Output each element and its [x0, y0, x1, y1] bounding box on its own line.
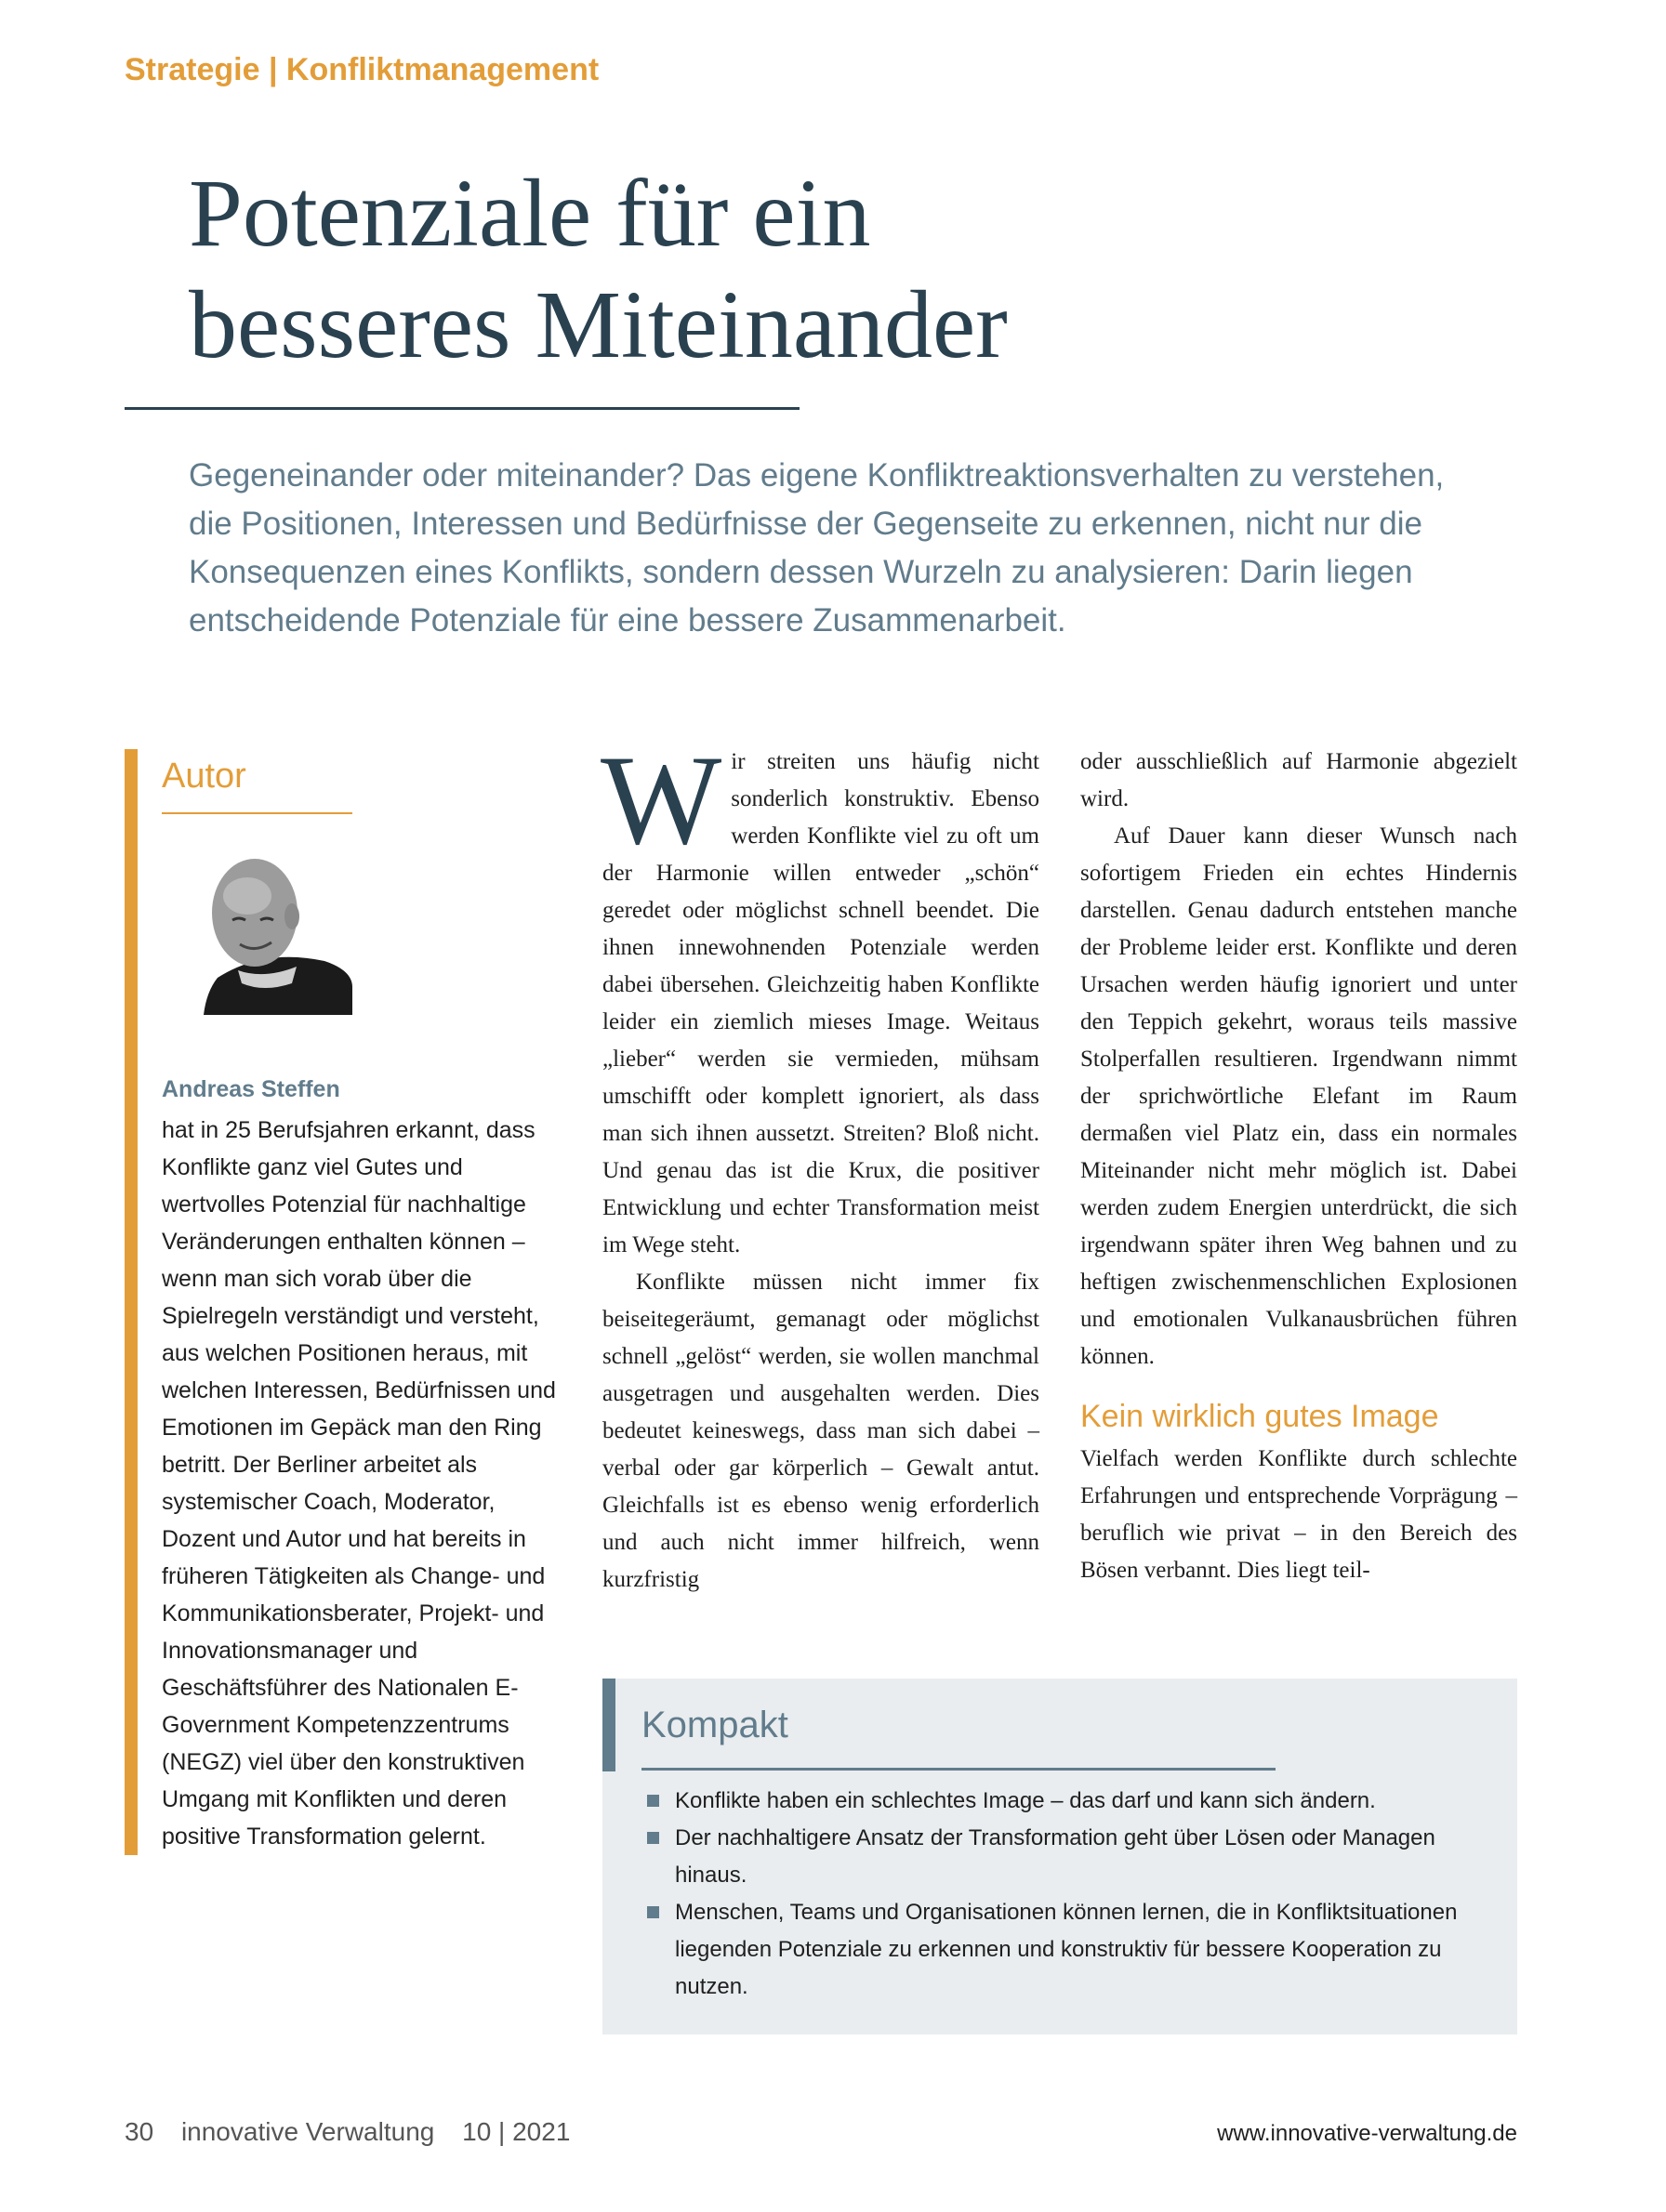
summary-divider [641, 1768, 1276, 1771]
page-number: 30 [125, 2117, 154, 2146]
summary-item-text: Menschen, Teams und Organisationen können lernen, die in Konfliktsituationen liegenden Potenziale zu erkennen und konstruktiv für bessere Kooperation zu nutzen. [675, 1900, 1458, 1999]
summary-heading: Kompakt [641, 1705, 788, 1745]
article-paragraph: Auf Dauer kann dieser Wunsch nach sofortigem Frieden ein echtes Hindernis darstellen. Genau dadurch entstehen manche der Probleme leider erst. Konflikte und deren Ursachen werden häufig ignoriert und unter den Teppich gekehrt, woraus teils massive Stolperfallen resultieren. Irgendwann nimmt der sprichwörtliche Elefant im Raum dermaßen viel Platz ein, dass ein normales Miteinander nicht mehr möglich ist. Dabei werden zudem Energien unterdrückt, die sich irgendwann später ihren Weg bahnen und zu heftigen zwischenmenschlichen Explosionen und emotionalen Vulkanausbrüchen führen können. [1080, 823, 1517, 1369]
summary-accent-bar [602, 1679, 615, 1771]
section-subheading: Kein wirklich gutes Image [1080, 1399, 1439, 1434]
author-photo [162, 838, 352, 1015]
square-bullet-icon [647, 1795, 659, 1807]
author-sidebar [125, 749, 562, 1855]
lead-paragraph: Gegeneinander oder miteinander? Das eigene Konfliktreaktionsverhalten zu verstehen, die Positionen, Interessen und Bedürfnisse der Gegenseite zu erkennen, nicht nur die Konsequenzen eines Konflikts, sondern dessen Wurzeln zu analysieren: Darin liegen entscheidende Potenziale für eine bessere Zusammenarbeit. [189, 457, 1445, 639]
article-column-1 [601, 729, 1039, 1599]
author-heading: Autor [162, 757, 246, 796]
summary-item [647, 1783, 1493, 1820]
article-column-2 [1080, 744, 1517, 1589]
title-divider [125, 407, 800, 410]
author-name: Andreas Steffen [162, 1076, 340, 1102]
section-rubric: Strategie | Konfliktmanagement [125, 52, 600, 87]
author-portrait-image [162, 838, 352, 1015]
author-bio: hat in 25 Berufsjahren erkannt, dass Konflikte ganz viel Gutes und wertvolles Potenzial für nachhaltige Veränderungen enthalten können – wenn man sich vorab über die Spielregeln verständigt und versteht, aus welchen Positionen heraus, mit welchen Interessen, Bedürfnissen und Emotionen im Gepäck man den Ring betritt. Der Berliner arbeitet als systemischer Coach, Moderator, Dozent und Autor und hat bereits in früheren Tätigkeiten als Change- und Kommunikationsberater, Projekt- und Innovationsmanager und Geschäftsführer des Nationalen E-Government Kompetenzzentrums (NEGZ) viel über den konstruktiven Umgang mit Konflikten und deren positive Transformation gelernt. [162, 1117, 556, 1850]
square-bullet-icon [647, 1906, 659, 1918]
page-title [189, 158, 1490, 381]
author-divider [162, 812, 352, 814]
footer-left [125, 2117, 590, 2147]
summary-item-text: Konflikte haben ein schlechtes Image – das darf und kann sich ändern. [675, 1788, 1376, 1813]
title-line-2: besseres Miteinander [189, 271, 1008, 378]
square-bullet-icon [647, 1832, 659, 1844]
summary-item [647, 1894, 1493, 2006]
summary-box [602, 1679, 1517, 2034]
magazine-name: innovative Verwaltung [180, 2117, 435, 2146]
summary-item-text: Der nachhaltigere Ansatz der Transformation geht über Lösen oder Managen hinaus. [675, 1825, 1435, 1888]
issue-number: 10 | 2021 [462, 2117, 571, 2146]
website-url: www.innovative-verwaltung.de [1217, 2121, 1517, 2146]
paragraph-text: ir streiten uns häufig nicht sonderlich konstruktiv. Ebenso werden Konflikte viel zu oft um der Harmonie willen entweder „schön“ geredet oder möglichst schnell beendet. Die ihnen innewohnenden Potenziale werden dabei übersehen. Gleichzeitig haben Konflikte leider ein ziemlich mieses Image. Weitaus „lieber“ werden sie vermieden, mühsam umschifft oder komplett ignoriert, als dass man sich ihnen aussetzt. Streiten? Bloß nicht. Und genau das ist die Krux, die positiver Entwicklung und echter Transformation meist im Wege steht. [602, 749, 1039, 1257]
author-accent-bar [125, 749, 138, 1855]
title-line-1: Potenziale für ein [189, 160, 871, 267]
article-paragraph: Konflikte müssen nicht immer fix beiseitegeräumt, gemanagt oder möglichst schnell „gelöst“ werden, sie wollen manchmal ausgetragen und ausgehalten werden. Dies bedeutet keineswegs, dass man sich dabei – verbal oder gar körperlich – Gewalt antut. Gleichfalls ist es ebenso wenig erforderlich und auch nicht immer hilfreich, wenn kurzfristig [602, 1270, 1039, 1592]
article-paragraph: oder ausschließlich auf Harmonie abgezielt wird. [1080, 749, 1517, 811]
article-paragraph [601, 729, 1039, 1264]
drop-cap: W [601, 729, 722, 871]
article-paragraph: Vielfach werden Konflikte durch schlechte Erfahrungen und entsprechende Vorprägung – beruflich wie privat – in den Bereich des Bösen verbannt. Dies liegt teil- [1080, 1446, 1517, 1583]
summary-item [647, 1820, 1493, 1894]
summary-list [647, 1783, 1493, 2006]
